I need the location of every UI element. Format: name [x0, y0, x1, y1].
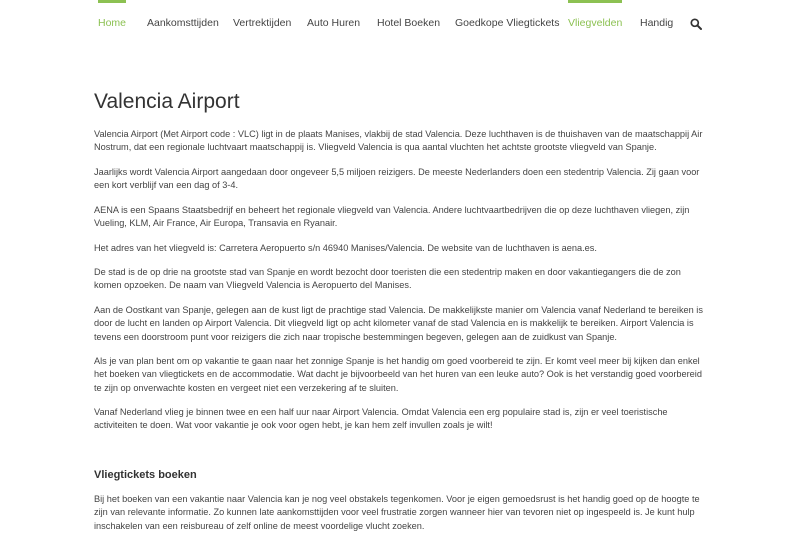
nav-item-auto-huren[interactable] — [307, 0, 360, 46]
page-title: Valencia Airport — [94, 90, 240, 113]
nav-item-aankomsttijden[interactable] — [147, 0, 219, 46]
search-icon — [690, 18, 702, 30]
nav-item-goedkope-vliegtickets[interactable] — [455, 0, 559, 46]
paragraph: Als je van plan bent om op vakantie te gaan naar het zonnige Spanje is het handig om goed voorbereid te zijn. Er komt veel meer bij kijken dan enkel het boeken van vliegtickets en de accommodatie. Wat dacht je bijvoorbeeld van het huren van een leuke auto? Ook is het verstandig goed voorbereid te zijn op onverwachte kosten en vergeet niet een verzekering af te sluiten. — [94, 356, 702, 393]
paragraph: Valencia Airport (Met Airport code : VLC) ligt in de plaats Manises, vlakbij de stad Valencia. Deze luchthaven is de thuishaven van de maatschappij Air Nostrum, dat een regionale luchtvaart maatschappij is. Vliegveld Valencia is qua aantal vluchten het achtste grootste vliegveld van Spanje. — [94, 129, 703, 153]
nav-item-label: Vliegvelden — [568, 17, 623, 29]
active-indicator — [98, 0, 126, 3]
nav-item-label: Home — [98, 17, 127, 29]
paragraph: Bij het boeken van een vakantie naar Valencia kan je nog veel obstakels tegenkomen. Voor je eigen gemoedsrust is het handig goed op de hoogte te zijn van relevante informatie. Zo kunnen late aankomsttijden voor veel frustratie zorgen wanneer hier van tevoren niet op ingespeeld is. Je kunt hulp inschakelen van een reisbureau of zelf online de meest voordelige vlucht zoeken. — [94, 494, 700, 531]
paragraph: Jaarlijks wordt Valencia Airport aangedaan door ongeveer 5,5 miljoen reizigers. De meeste Nederlanders doen een stedentrip Valencia. Zij gaan voor een kort verblijf van een dag of 3-4. — [94, 167, 700, 191]
paragraph: Aan de Oostkant van Spanje, gelegen aan de kust ligt de prachtige stad Valencia. De makkelijkste manier om Valencia vanaf Nederland te bereiken is door de lucht en landen op Airport Valencia. Dit vliegveld ligt op acht kilometer vanaf de stad Valencia en is makkelijk te bereiken. Airport Valencia is tevens een doorstroom punt voor reizigers die zich naar tropische bestemmingen begeven, gelegen aan de zuidkust van Spanje. — [94, 305, 703, 342]
nav-item-label: Hotel Boeken — [377, 17, 441, 29]
nav-item-vliegvelden[interactable] — [568, 0, 622, 46]
main-content — [94, 88, 706, 531]
nav-item-label: Goedkope Vliegtickets — [455, 17, 560, 29]
paragraph: De stad is de op drie na grootste stad van Spanje en wordt bezocht door toeristen die een stedentrip maken en door vakantiegangers die de zon komen opzoeken. De naam van Vliegveld Valencia is Aeropuerto del Manises. — [94, 267, 681, 291]
nav-item-home[interactable] — [98, 0, 126, 46]
section-heading: Vliegtickets boeken — [94, 469, 197, 481]
nav-item-hotel-boeken[interactable] — [377, 0, 440, 46]
paragraph: Vanaf Nederland vlieg je binnen twee en een half uur naar Airport Valencia. Omdat Valencia een erg populaire stad is, zijn er veel toeristische activiteiten te doen. Wat voor vakantie je ook voor ogen hebt, je kan hem zelf invullen zoals je wilt! — [94, 407, 668, 431]
top-navigation — [0, 0, 800, 46]
nav-item-vertrektijden[interactable] — [233, 0, 291, 46]
active-indicator — [568, 0, 622, 3]
nav-item-label: Handig — [640, 17, 674, 29]
nav-item-label: Auto Huren — [307, 17, 361, 29]
paragraph: AENA is een Spaans Staatsbedrijf en beheert het regionale vliegveld van Valencia. Andere luchtvaartbedrijven die op deze luchthaven vliegen, zijn Vueling, KLM, Air France, Air Europa, Transavia en Ryanair. — [94, 205, 690, 229]
nav-item-label: Vertrektijden — [233, 17, 292, 29]
paragraph: Het adres van het vliegveld is: Carretera Aeropuerto s/n 46940 Manises/Valencia. De website van de luchthaven is aena.es. — [94, 243, 597, 253]
nav-item-handig[interactable] — [640, 0, 673, 46]
search-button[interactable] — [690, 17, 702, 29]
nav-item-label: Aankomsttijden — [147, 17, 219, 29]
